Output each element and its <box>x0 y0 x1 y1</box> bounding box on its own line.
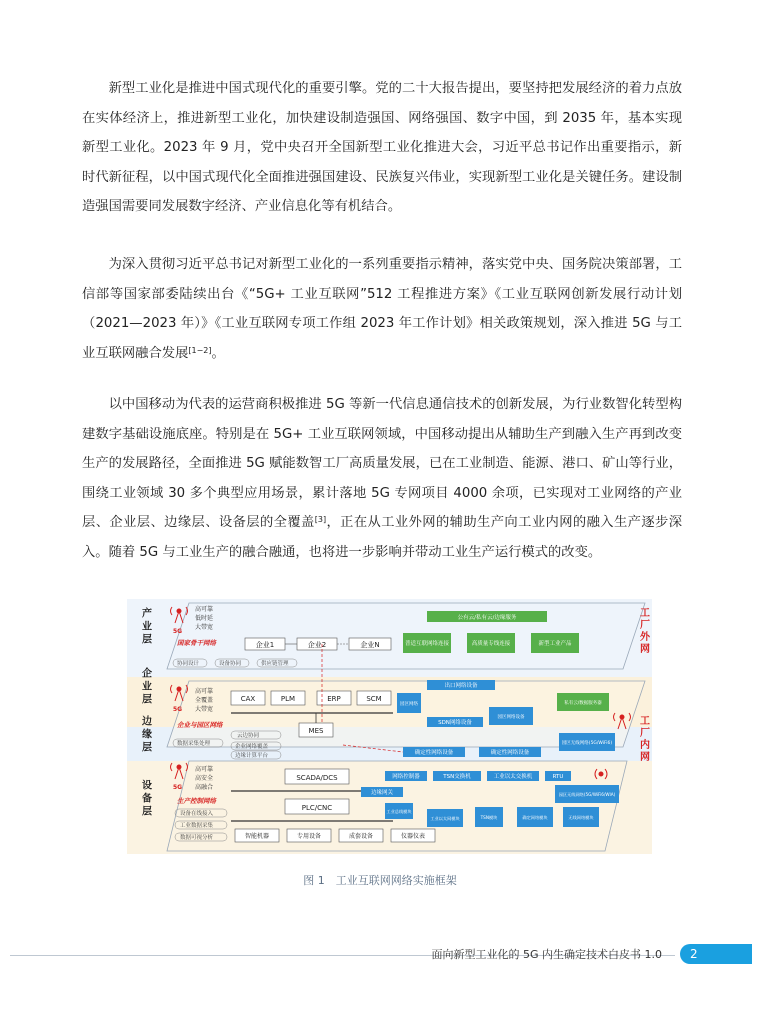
paragraph-policy-end: 。 <box>211 345 225 361</box>
paragraph-policy-text: 为深入贯彻习近平总书记对新型工业化的一系列重要指示精神，落实党中央、国务院决策部署，工信部等国家部委陆续出台《“5G+ 工业互联网”512 工程推进方案》《工业互联网创新发展行动计划（2021—2023 年）》《工业互联网专项工作组 2023 年工作计划》相关政策规划，深入推进 5G 与工业互联网融合发展 <box>82 257 682 361</box>
system-erp-label: ERP <box>327 695 341 703</box>
network-framework-figure <box>127 599 652 854</box>
box-deterministic-device-1-label: 确定性网络设备 <box>414 750 454 756</box>
box-campus-wireless-edge-label: 园区无线网络(5G/WiFi6) <box>561 741 613 746</box>
footer-title: 面向新型工业化的 5G 内生确定技术白皮书 1.0 <box>431 948 662 961</box>
device-tag: 设备在线接入 <box>180 811 214 817</box>
paragraph-intro: 新型工业化是推进中国式现代化的重要引擎。党的二十大报告提出，要坚持把发展经济的着力点放在实体经济上，推进新型工业化，加快建设制造强国、网络强国、数字中国，到 2035 年，基本实现新型工业化。2023 年 9 月，党中央召开全国新型工业化推进大会，习近平总书记作出重要指示，新时代新征程，以中国式现代化全面推进强国建设、民族复兴伟业，实现新型工业化是关键任务。建设制造强国需要同发展数字经济、产业信息化等有机结合。 <box>82 81 682 214</box>
device-trait: 高可靠 <box>195 766 214 773</box>
device-network-label: 生产控制网络 <box>177 797 216 805</box>
box-ethernet-module-label: 工业以太网模块 <box>430 816 460 821</box>
equipment-special-label: 专用设备 <box>296 833 322 840</box>
box-tsn-module-label: TSN模块 <box>480 815 498 820</box>
industry-trait: 高可靠 <box>195 606 214 613</box>
edge-tag: 边缘计算平台 <box>235 753 269 759</box>
box-campus-wireless-device-label: 园区无线网络(5G/WiFi6/WIA) <box>558 792 616 797</box>
layer-label-edge: 边缘层 <box>139 715 151 755</box>
industry-trait: 大带宽 <box>195 624 214 631</box>
box-edge-gateway-label: 边缘网关 <box>370 790 394 796</box>
box-deterministic-module-label: 确定网络模块 <box>522 815 548 820</box>
citation-ref-3[interactable]: [3] <box>314 515 327 524</box>
paragraph-china-mobile <box>82 390 682 567</box>
enterprise-tag: 企业网络覆盖 <box>235 744 269 750</box>
citation-ref-1-2[interactable]: [1−2] <box>188 345 212 355</box>
system-plm-label: PLM <box>280 695 296 703</box>
box-campus-network-label: 园区网络 <box>400 702 418 707</box>
box-net-controller-label: 网络控制器 <box>392 774 420 780</box>
service-new-product-label: 新型工业产品 <box>538 641 572 647</box>
badge-5g-device: 5G <box>173 784 183 791</box>
edge-tag: 数据采集处理 <box>177 741 211 747</box>
enterprise-tag: 云边协同 <box>237 733 260 739</box>
enterprise-trait: 全覆盖 <box>195 697 214 704</box>
node-enterprise-2-label: 企业2 <box>307 641 327 649</box>
system-plc-label: PLC/CNC <box>301 804 333 812</box>
service-leased-line-label: 高质量专线连接 <box>471 641 511 647</box>
system-scada-label: SCADA/DCS <box>296 774 338 782</box>
equipment-complete-set-label: 成套设备 <box>348 833 374 840</box>
industry-tag: 协同设计 <box>177 661 200 667</box>
box-ethernet-switch-label: 工业以太交换机 <box>493 774 533 780</box>
system-scm-label: SCM <box>366 695 382 703</box>
service-cloud-label: 公有云/私有云/边缘服务 <box>457 615 517 621</box>
node-enterprise-1-label: 企业1 <box>255 641 275 649</box>
badge-5g-industry: 5G <box>173 628 183 635</box>
device-trait: 高融合 <box>195 784 214 791</box>
industry-network-label: 国家骨干网络 <box>177 639 216 647</box>
device-tag: 数据可视分析 <box>180 835 214 841</box>
device-trait: 高安全 <box>195 775 214 782</box>
box-sdn-device-label: SDN网络设备 <box>438 720 472 726</box>
layer-label-enterprise: 企业层 <box>139 667 151 707</box>
side-label-inner-net: 工厂内网 <box>637 715 649 763</box>
enterprise-network-label: 企业与园区网络 <box>177 721 223 729</box>
box-rtu-label: RTU <box>552 774 564 780</box>
industry-tag: 供应链管理 <box>261 661 289 667</box>
box-deterministic-device-2-label: 确定性网络设备 <box>490 750 530 756</box>
side-label-outer-net: 工厂外网 <box>637 607 649 655</box>
system-mes-label: MES <box>308 727 324 735</box>
paragraph-policy <box>82 250 682 368</box>
equipment-instrument-label: 仪器仪表 <box>400 833 426 840</box>
box-egress-device-label: 出口网络设备 <box>444 683 478 689</box>
equipment-smart-machine-label: 智能机器 <box>244 833 270 840</box>
box-tsn-switch-label: TSN交换机 <box>443 774 471 780</box>
enterprise-trait: 高可靠 <box>195 688 214 695</box>
service-internet-label: 普适互联网络连接 <box>404 641 450 647</box>
figure-caption: 图 1 工业互联网网络实施框架 <box>303 874 457 887</box>
box-wireless-module-label: 无线网络模块 <box>568 815 594 820</box>
box-fieldbus-module-label: 工业总线模块 <box>386 809 412 814</box>
badge-5g-enterprise: 5G <box>173 706 183 713</box>
enterprise-trait: 大带宽 <box>195 706 214 713</box>
system-cax-label: CAX <box>240 695 256 703</box>
device-tag: 工业数据采集 <box>180 823 214 829</box>
paragraph-cm-end: ，正在从工业外网的辅助生产向工业内网的融入生产逐步深入。随着 5G 与工业生产的融合融通，也将进一步影响并带动工业生产运行模式的改变。 <box>82 515 683 560</box>
page-number: 2 <box>680 944 752 964</box>
paragraph-cm-text: 以中国移动为代表的运营商积极推进 5G 等新一代信息通信技术的创新发展，为行业数智化转型构建数字基础设施底座。特别是在 5G+ 工业互联网领域，中国移动提出从辅助生产到融入生产再到改变生产的发展路径，全面推进 5G 赋能数智工厂高质量发展，已在工业制造、能源、港口、矿山等行业，围绕工业领域 30 多个典型应用场景，累计落地 5G 专网项目 4000 余项，已实现对工业网络的产业层、企业层、边缘层、设备层的全覆盖 <box>82 397 682 530</box>
box-campus-device-label: 园区网络设备 <box>497 715 525 720</box>
layer-label-device: 设备层 <box>139 779 151 819</box>
node-enterprise-n-label: 企业N <box>360 641 380 649</box>
industry-tag: 设备协同 <box>219 661 242 667</box>
box-private-cloud-label: 私有云/数据服务器 <box>564 701 602 706</box>
industry-trait: 低时延 <box>195 615 214 622</box>
layer-label-industry: 产业层 <box>139 607 151 647</box>
